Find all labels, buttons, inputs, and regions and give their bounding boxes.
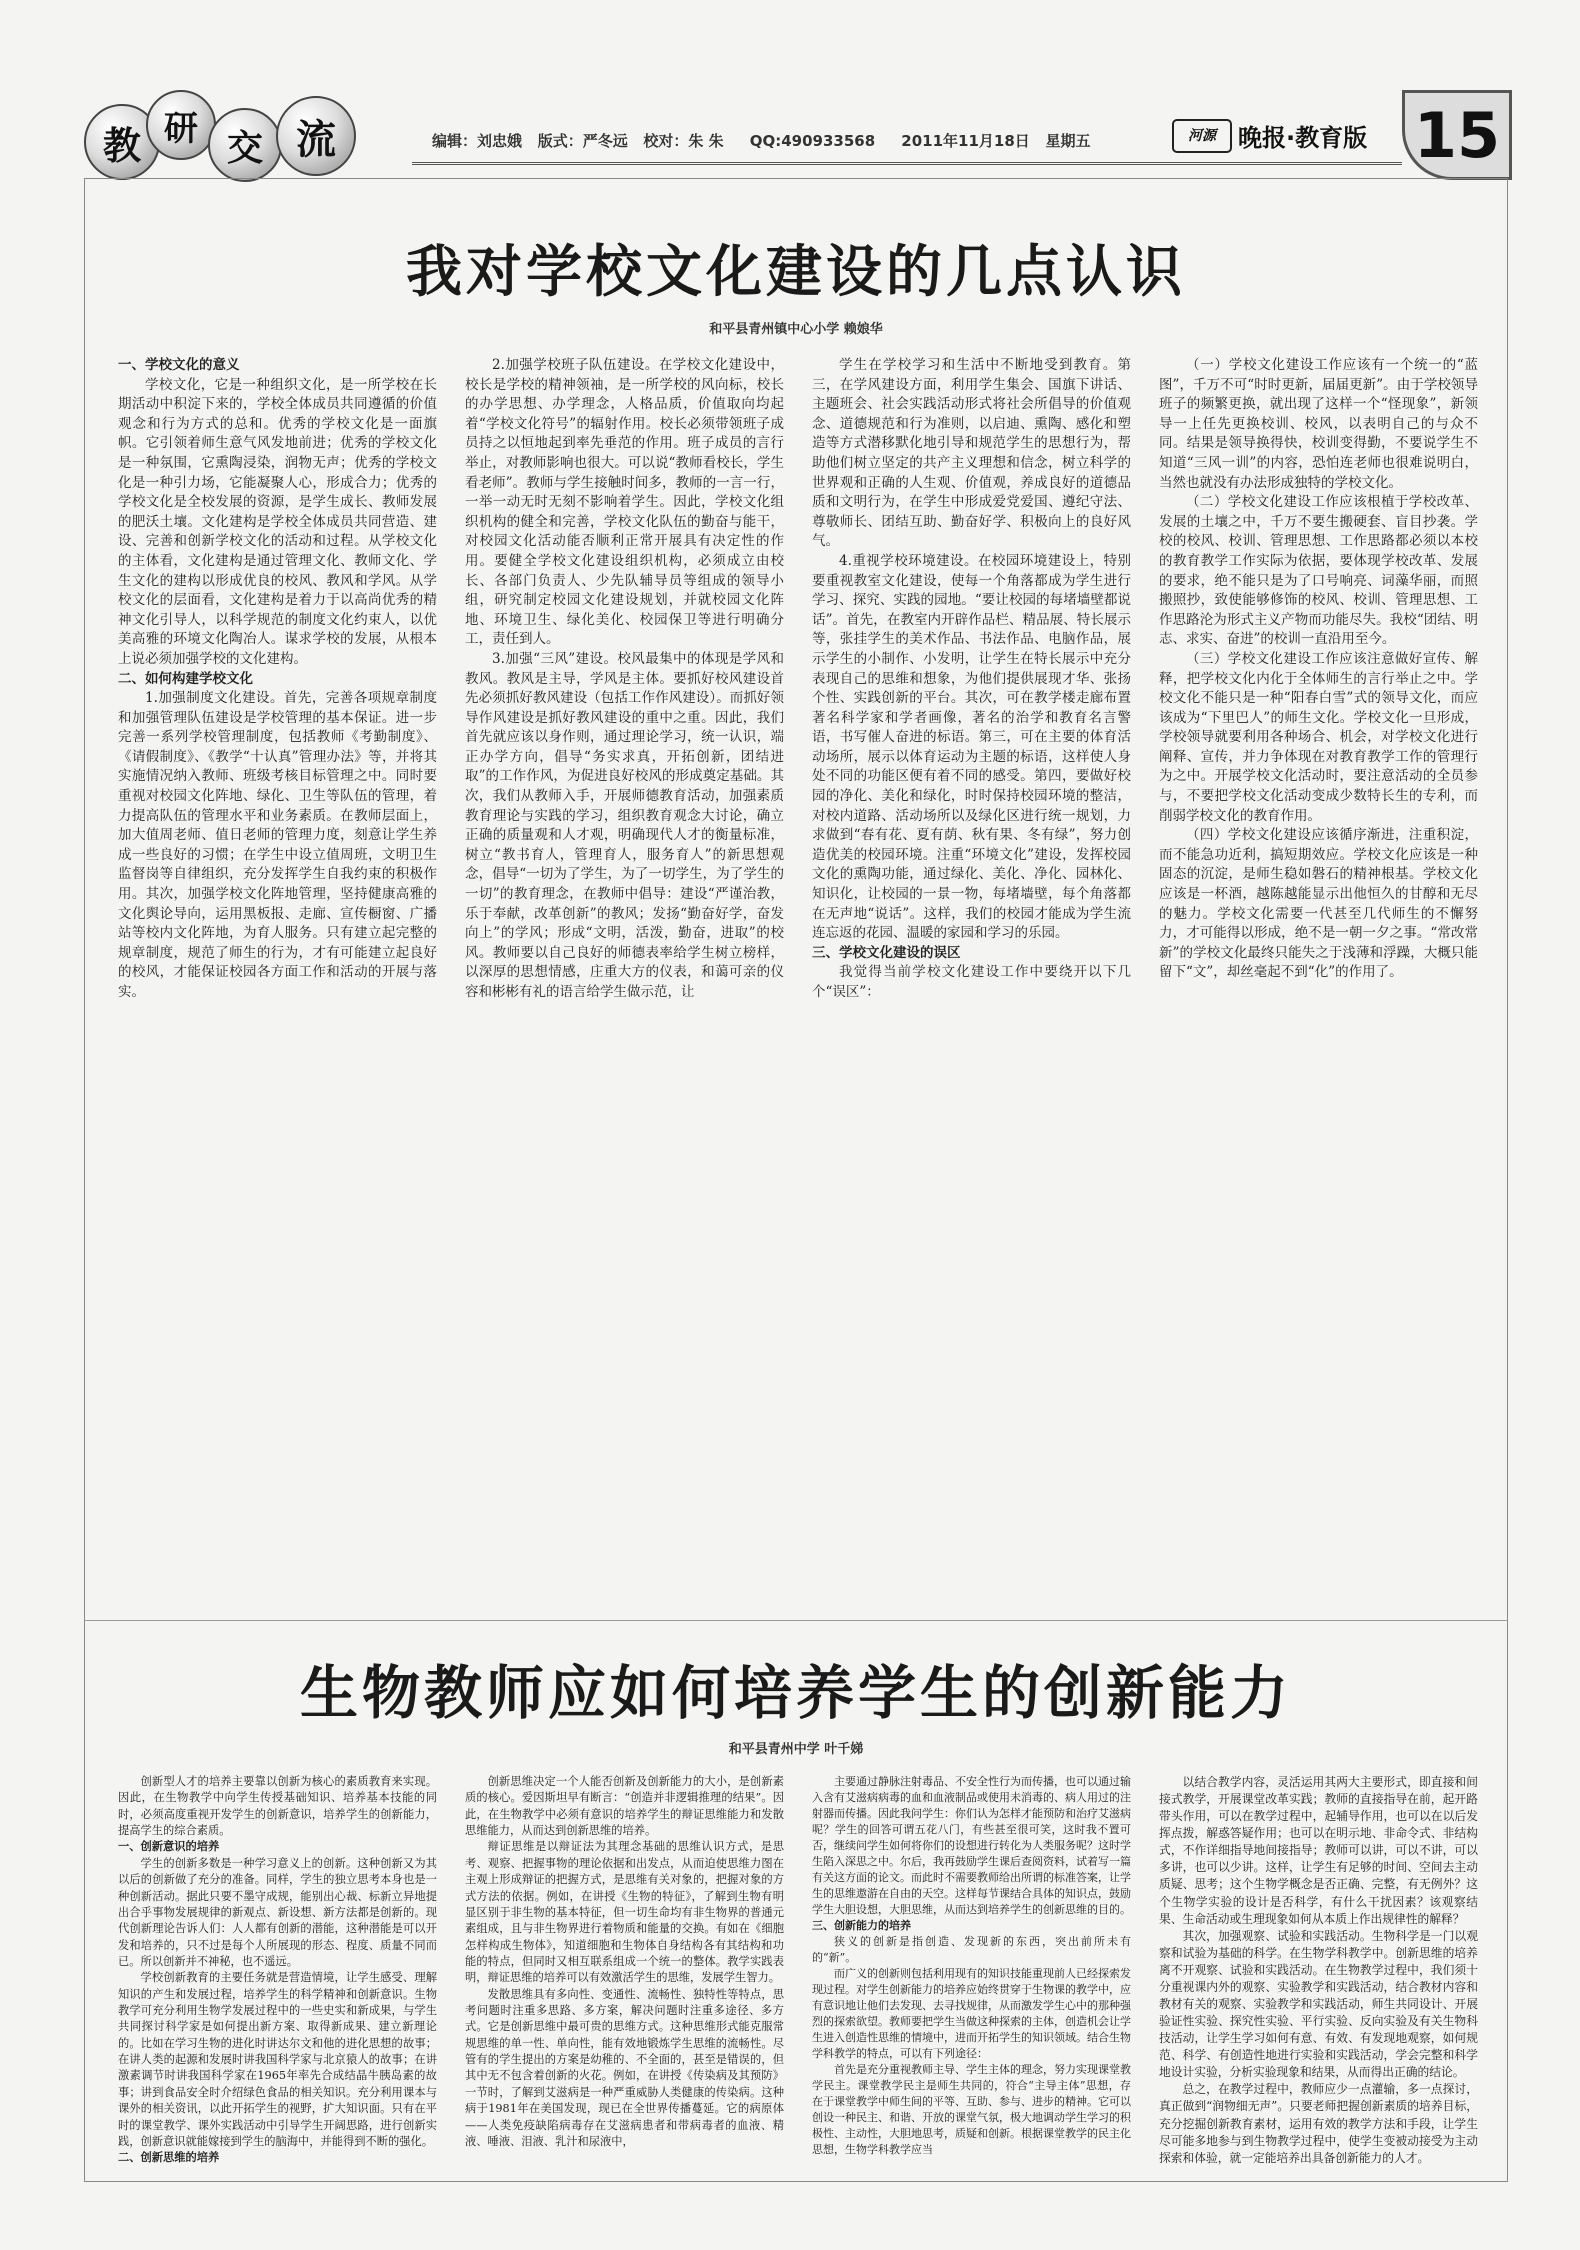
masthead-rule <box>412 162 1402 165</box>
issue-weekday: 星期五 <box>1045 132 1091 150</box>
paragraph: 主要通过静脉注射毒品、不安全性行为而传播，也可以通过输入含有艾滋病病毒的血和血液制品或使用未消毒的、病人用过的注射器而传播。因此我问学生：你们认为怎样才能预防和治疗艾滋病呢？学生的回答可谓五花八门，有些甚至很可笑，这时我不置可否，继续问学生如何将你们的设想进行转化为人类服务呢？这时学生陷入深思之中。尔后，我再鼓励学生课后查阅资料，试着写一篇有关这方面的论文。而此时不需要教师给出所谓的标准答案，让学生的思维遨游在自由的天空。这样每节课结合具体的知识点，鼓励学生大胆设想，大胆思维，从而达到培养学生的创新思维的目的。 <box>812 1775 1131 1916</box>
paragraph: 以结合教学内容，灵活运用其两大主要形式，即直接和间接式教学，开展课堂改革实践；教师的直接指导在前，起开路带头作用，可以在教学过程中，起辅导作用，也可以在以后发挥点拨，解惑答疑作用；也可以在明示地、非命令式、非结构式，不作详细指导地间接指导；教师可以讲，可以不讲，可以多讲，也可以少讲。这样，让学生有足够的时间、空间去主动质疑、思考；这个生物学概念是否正确、完整，有无例外？这个生物学实验的设计是否科学，有什么干扰因素？该观察结果、生命活动或生理现象如何从本质上作出规律性的解释？ <box>1159 1775 1478 1926</box>
paragraph: （二）学校文化建设工作应该根植于学校改革、发展的土壤之中，千万不要生搬硬套、盲目抄袭。学校的校风、校训、管理思想、工作思路都必须以本校的教育教学工作实际为依据，要体现学校改革、发展的要求，绝不能只是为了口号响亮、词藻华丽，而照搬照抄，致使能够修饰的校风、校训、管理思想、工作思路沦为形式主义产物而功能尽失。我校“团结、明志、求实、奋进”的校训一直沿用至今。 <box>1159 494 1478 648</box>
issue-date: 2011年11月18日 <box>901 132 1030 150</box>
paragraph: 总之，在教学过程中，教师应少一点灌输，多一点探讨，真正做到“润物细无声”。只要老师把握创新素质的培养目标，充分挖掘创新教育素材，运用有效的教学方法和手段，让学生尽可能多地参与到生物教学过程中，使学生变被动接受为主动探索和体验，就一定能培养出具备创新能力的人才。 <box>1159 2082 1478 2165</box>
paragraph: 2.加强学校班子队伍建设。在学校文化建设中，校长是学校的精神领袖，是一所学校的风向标，校长的办学思想、办学理念，人格品质，价值取向均起着“学校文化符号”的辐射作用。校长必须带领班子成员持之以恒地起到率先垂范的作用。班子成员的言行举止，对教师影响也很大。可以说“教师看校长，学生看老师”。教师与学生接触时间多，教师的一言一行，一举一动无时无刻不影响着学生。因此，学校文化组织机构的健全和完善，学校文化队伍的勤奋与能干，对校园文化活动能否顺利正常开展具有决定性的作用。要健全学校文化建设组织机构，必须成立由校长、各部门负责人、少先队辅导员等组成的领导小组，研究制定校园文化建设规划，并就校园文化阵地、环境卫生、绿化美化、校园保卫等进行明确分工，责任到人。 <box>465 357 784 648</box>
paragraph: 创新型人才的培养主要靠以创新为核心的素质教育来实现。因此，在生物教学中向学生传授基础知识、培养基本技能的同时，必须高度重视开发学生的创新意识，培养学生的创新能力，提高学生的综合素质。 <box>118 1775 437 1838</box>
paragraph: 学生的创新多数是一种学习意义上的创新。这种创新又为其以后的创新做了充分的准备。同样，学生的独立思考本身也是一种创新活动。据此只要不墨守成规，能别出心裁、标新立异地提出合乎事物发展规律的新观点、新设想、新方法都是创新的。现代创新理论告诉人们：人人都有创新的潜能，这种潜能是可以开发和培养的，只不过是每个人所展现的形态、程度、质量不同而已。所以创新并不神秘，也不遥远。 <box>118 1856 437 1968</box>
paragraph: 3.加强“三风”建设。校风最集中的体现是学风和教风。教风是主导，学风是主体。要抓好校风建设首先必须抓好教风建设（包括工作作风建设）。而抓好领导作风建设是抓好教风建设的重中之重。因此，我们首先就应该以身作则，通过理论学习，统一认识，端正办学方向，倡导“务实求真，开拓创新，团结进取”的工作作风，为促进良好校风的形成奠定基础。其次，我们从教师入手，开展师德教育活动，加强素质教育理论与实践的学习，组织教育观念大讨论，确立正确的质量观和人才观，明确现代人才的衡量标准，树立“教书育人，管理育人，服务育人”的新思想观念，倡导“一切为了学生，为了一切学生，为了学生的一切”的教育理念，在教师中倡导：建设“严谨治教，乐于奉献，改革创新”的教风；发扬“勤奋好学，奋发向上”的学风；形成“文明，活泼，勤奋，进取”的校风。教师要以自己良好的师德表率给学生树立榜样，以深厚的思想情感，庄重大方的仪表，和蔼可亲的仪容和彬彬有礼的语言给学生做示范，让 <box>465 650 784 1000</box>
article2-column <box>1159 1774 1478 2174</box>
paragraph: （一）学校文化建设工作应该有一个统一的“蓝图”，千万不可“时时更新，届届更新”。由于学校领导班子的频繁更换，就出现了这样一个“怪现象”，新领导一上任先更换校训、校风，以表明自己的与众不同。结果是领导换得快，校训变得勤，不要说学生不知道“三风一训”的内容，恐怕连老师也很难说明白，当然也就没有办法形成独特的学校文化。 <box>1159 357 1478 491</box>
newspaper-brand <box>1172 118 1367 153</box>
article2-column <box>812 1774 1131 2174</box>
layout-designer: 版式：严冬远 <box>537 132 628 150</box>
article2-body <box>118 1774 1478 2174</box>
paragraph: 发散思维具有多向性、变通性、流畅性、独特性等特点，思考问题时注重多思路、多方案，解决问题时注重多途径、多方式。它是创新思维中最可贵的思维方式。这种思维形式能克服常规思维的单一性、单向性，能有效地锻炼学生思维的流畅性。尽管有的学生提出的方案是幼稚的、不全面的，甚至是错误的，但其中无不包含着创新的火花。例如，在讲授《传染病及其预防》一节时，了解到艾滋病是一种严重威胁人类健康的传染病。这种病于1981年在美国发现，现已在全世界传播蔓延。它的病原体——人类免疫缺陷病毒存在艾滋病患者和带病毒者的血液、精液、唾液、泪液、乳汁和尿液中， <box>465 1987 784 2148</box>
paragraph: 狭义的创新是指创造、发现新的东西，突出前所未有的“新”。 <box>812 1935 1131 1964</box>
article2-column <box>118 1774 437 2174</box>
article1-column <box>465 356 784 1596</box>
paragraph: 4.重视学校环境建设。在校园环境建设上，特别要重视教室文化建设，使每一个角落都成为学生进行学习、探究、实践的园地。“要让校园的每堵墙壁都说话”。首先，在教室内开辟作品栏、精品展、特长展示等，张挂学生的美术作品、书法作品、电脑作品，展示学生的小制作、小发明，让学生在特长展示中充分表现自己的思维和想象，为他们提供展现才华、张扬个性、实践创新的平台。其次，可在教学楼走廊布置著名科学家和学者画像，著名的治学和教育名言警语，书写催人奋进的标语。第三，可在主要的体育活动场所，展示以体育运动为主题的标语，这样使人身处不同的功能区便有着不同的感受。第四，要做好校园的净化、美化和绿化，时时保持校园环境的整洁，对校内道路、活动场所以及绿化区进行统一规划，力求做到“春有花、夏有荫、秋有果、冬有绿”，努力创造优美的校园环境。注重“环境文化”建设，发挥校园文化的熏陶功能，通过绿化、美化、净化、园林化、知识化，让校园的一景一物，每堵墙壁，每个角落都在无声地“说话”。这样，我们的校园才能成为学生流连忘返的花园、温暖的家园和学习的乐园。 <box>812 552 1131 942</box>
paragraph: 其次，加强观察、试验和实践活动。生物科学是一门以观察和试验为基础的科学。在生物学科教学中。创新思维的培养离不开观察、试验和实践活动。在生物教学过程中，我们须十分重视课内外的观察、实验教学和实践活动，结合教材内容和教材有关的观察、实验教学和实践活动，师生共同设计、开展验证性实验、探究性实验、平行实验、反向实验及有关生物科技活动，让学生学习如何有意、有效、有发现地观察，如何规范、科学、有创造性地进行实验和实践活动，学会完整和科学地设计实验，分析实验现象和结果，从而得出正确的结论。 <box>1159 1928 1478 2080</box>
column-title-char: 教 <box>84 104 160 180</box>
masthead <box>72 90 1512 180</box>
page-number: 15 <box>1402 90 1512 180</box>
article1-body <box>118 356 1478 1596</box>
article1-column <box>118 356 437 1596</box>
article-separator <box>84 1620 1508 1621</box>
section-heading: 二、如何构建学校文化 <box>118 670 253 687</box>
article2-column <box>465 1774 784 2174</box>
section-heading: 三、学校文化建设的误区 <box>812 944 961 961</box>
column-title-logo <box>84 90 414 180</box>
article1-title: 我对学校文化建设的几点认识 <box>406 240 1186 305</box>
editor: 编辑：刘忠娥 <box>432 132 523 150</box>
proofreader: 校对：朱 朱 <box>643 132 724 150</box>
paragraph: （三）学校文化建设工作应该注意做好宣传、解释，把学校文化内化于全体师生的言行举止之中。学校文化不能只是一种“阳春白雪”式的领导文化，而应该成为“下里巴人”的师生文化。学校文化一旦形成，学校领导就要利用各种场合、机会，对学校文化进行阐释、宣传，并力争体现在对教育教学工作的管理行为之中。开展学校文化活动时，要注意活动的全员参与，不要把学校文化活动变成少数特长生的专利，而削弱学校文化的教育作用。 <box>1159 650 1478 824</box>
paragraph: 学校创新教育的主要任务就是营造情境，让学生感受、理解知识的产生和发展过程，培养学生的科学精神和创新意识。生物教学可充分利用生物学发展过程中的一些史实和新成果，与学生共同探讨科学家是如何提出新方案、取得新成果、建立新理论的。比如在学习生物的进化时讲达尔文和他的进化思想的故事；在讲人类的起源和发展时讲我国科学家与北京猿人的故事；在讲激素调节时讲我国科学家在1965年率先合成结晶牛胰岛素的故事；讲到食品安全时介绍绿色食品的相关知识。充分利用课本与课外的相关资讯，以此开拓学生的视野，扩大知识面。只有在平时的课堂教学、课外实践活动中引导学生开阔思路，进行创新实践，创新意识就能嫁接到学生的脑海中，并能得到不断的强化。 <box>118 1971 437 2148</box>
paragraph: 首先是充分重视教师主导、学生主体的理念，努力实现课堂教学民主。课堂教学民主是师生共同的，符合“主导主体”思想，存在于课堂教学中师生间的平等、互助、参与、进步的精神。它可以创设一种民主、和谐、开放的课堂气氛，极大地调动学生学习的积极性、主动性，大胆地思考，质疑和创新。根据课堂教学的民主化思想，生物学科教学应当 <box>812 2063 1131 2156</box>
column-title-char: 研 <box>146 90 216 160</box>
article1-byline: 和平县青州镇中心小学 赖娘华 <box>709 322 883 337</box>
paragraph: 而广义的创新则包括利用现有的知识技能重现前人已经探索发现过程。对学生创新能力的培养应始终贯穿于生物课的教学中，应有意识地让他们去发现、去寻找规律，从而激发学生心中的那种强烈的探索欲望。教师要把学生当做这种探索的主体，创造机会让学生进入创造性思维的情境中，进而开拓学生的知识领域。结合生物学科教学的特点，可以有下列途径： <box>812 1967 1131 2060</box>
article2-title: 生物教师应如何培养学生的创新能力 <box>299 1659 1292 1727</box>
article1-column <box>812 356 1131 1596</box>
paragraph: （四）学校文化建设应该循序渐进，注重积淀，而不能急功近利，搞短期效应。学校文化应该是一种固态的沉淀，是师生稳如磐石的精神根基。学校文化应该是一杯酒，越陈越能显示出他恒久的甘醇和无尽的魅力。学校文化需要一代甚至几代师生的不懈努力，才可能得以形成，绝不是一朝一夕之事。“常改常新”的学校文化最终只能失之于浅薄和浮躁，大概只能留下“文”，却丝毫起不到“化”的作用了。 <box>1159 827 1478 981</box>
paragraph: 辩证思维是以辩证法为其理念基础的思维认识方式，是思考、观察、把握事物的理论依据和出发点，从而迫使思维力图在主观上形成辩证的把握方式，是思维有关对象的，把握对象的方式方法的依据。例如，在讲授《生物的特征》，了解到生物有明显区别于非生物的基本特征，但一切生命均有非生物界的普通元素组成，且与非生物界进行着物质和能量的交换。有如在《细胞怎样构成生物体》，知道细胞和生物体自身结构各有其结构和功能的特点，但同时又相互联系组成一个统一的整体。教学实践表明，辩证思维的培养可以有效激活学生的思维，发展学生智力。 <box>465 1840 784 1985</box>
column-title-char: 流 <box>276 96 356 176</box>
section-heading: 一、学校文化的意义 <box>118 357 240 373</box>
paragraph: 学校文化，它是一种组织文化，是一所学校在长期活动中积淀下来的，学校全体成员共同遵循的价值观念和行为方式的总和。优秀的学校文化是一面旗帜。它引领着师生意气风发地前进；优秀的学校文化是一种氛围，它熏陶浸染，润物无声；优秀的学校文化是一种引力场，它能凝聚人心，形成合力；优秀的学校文化是全校发展的资源，是学生成长、教师发展的肥沃土壤。文化建构是学校全体成员共同营造、建设、完善和创新学校文化的活动和过程。从学校文化的主体看，文化建构是通过管理文化、教师文化、学生文化的建构以形成优良的校风、教风和学风。从学校文化的层面看，文化建构是着力于以高尚优秀的精神文化引导人，以科学规范的制度文化约束人，以优美高雅的环境文化陶冶人。谋求学校的发展，从根本上说必须加强学校的文化建构。 <box>118 376 437 667</box>
column-title-char: 交 <box>208 108 282 182</box>
section-heading: 二、创新思维的培养 <box>118 2151 220 2165</box>
paragraph: 我觉得当前学校文化建设工作中要绕开以下几个“误区”： <box>812 964 1131 1000</box>
brand-logo: 河源 <box>1172 119 1232 153</box>
qq-number: QQ:490933568 <box>749 132 876 150</box>
section-heading: 三、创新能力的培养 <box>812 1919 911 1932</box>
article1-column <box>1159 356 1478 1596</box>
paragraph: 学生在学校学习和生活中不断地受到教育。第三，在学风建设方面，利用学生集会、国旗下讲话、主题班会、社会实践活动形式将社会所倡导的价值观念、道德规范和行为准则，以启迪、熏陶、感化和塑造等方式潜移默化地引导和规范学生的思想行为，帮助他们树立坚定的共产主义理想和信念，树立科学的世界观和正确的人生观、价值观，养成良好的道德品质和文明行为，在学生中形成爱党爱国、遵纪守法、尊敬师长、团结互助、勤奋好学、积极向上的良好风气。 <box>812 357 1131 550</box>
brand-name: 晚报·教育版 <box>1238 124 1368 152</box>
section-heading: 一、创新意识的培养 <box>118 1840 220 1854</box>
edition-info <box>432 130 1090 151</box>
paragraph: 1.加强制度文化建设。首先，完善各项规章制度和加强管理队伍建设是学校管理的基本保证。进一步完善一系列学校管理制度，包括教师《考勤制度》、《请假制度》、《教学“十认真”管理办法》等，并将其实施情况纳入教师、班级考核目标管理之中。同时要重视对校园文化阵地、绿化、卫生等队伍的管理，着力提高队伍的管理水平和业务素质。在教师层面上，加大值周老师、值日老师的管理力度，刻意让学生养成一些良好的习惯；在学生中设立值周班，文明卫生监督岗等自律组织，充分发挥学生自我约束的积极作用。其次，加强学校文化阵地管理，坚持健康高雅的文化舆论导向，运用黑板报、走廊、宣传橱窗、广播站等校内文化阵地，为育人服务。只有建立起完整的规章制度，规范了师生的行为，才有可能建立起良好的校风，才能保证校园各方面工作和活动的开展与落实。 <box>118 690 437 1000</box>
paragraph: 创新思维决定一个人能否创新及创新能力的大小，是创新素质的核心。爱因斯坦早有断言：“创造并非逻辑推理的结果”。因此，在生物教学中必须有意识的培养学生的辩证思维能力和发散思维能力，从而达到创新思维的培养。 <box>465 1775 784 1838</box>
article2-byline: 和平县青州中学 叶千娣 <box>728 1742 864 1757</box>
